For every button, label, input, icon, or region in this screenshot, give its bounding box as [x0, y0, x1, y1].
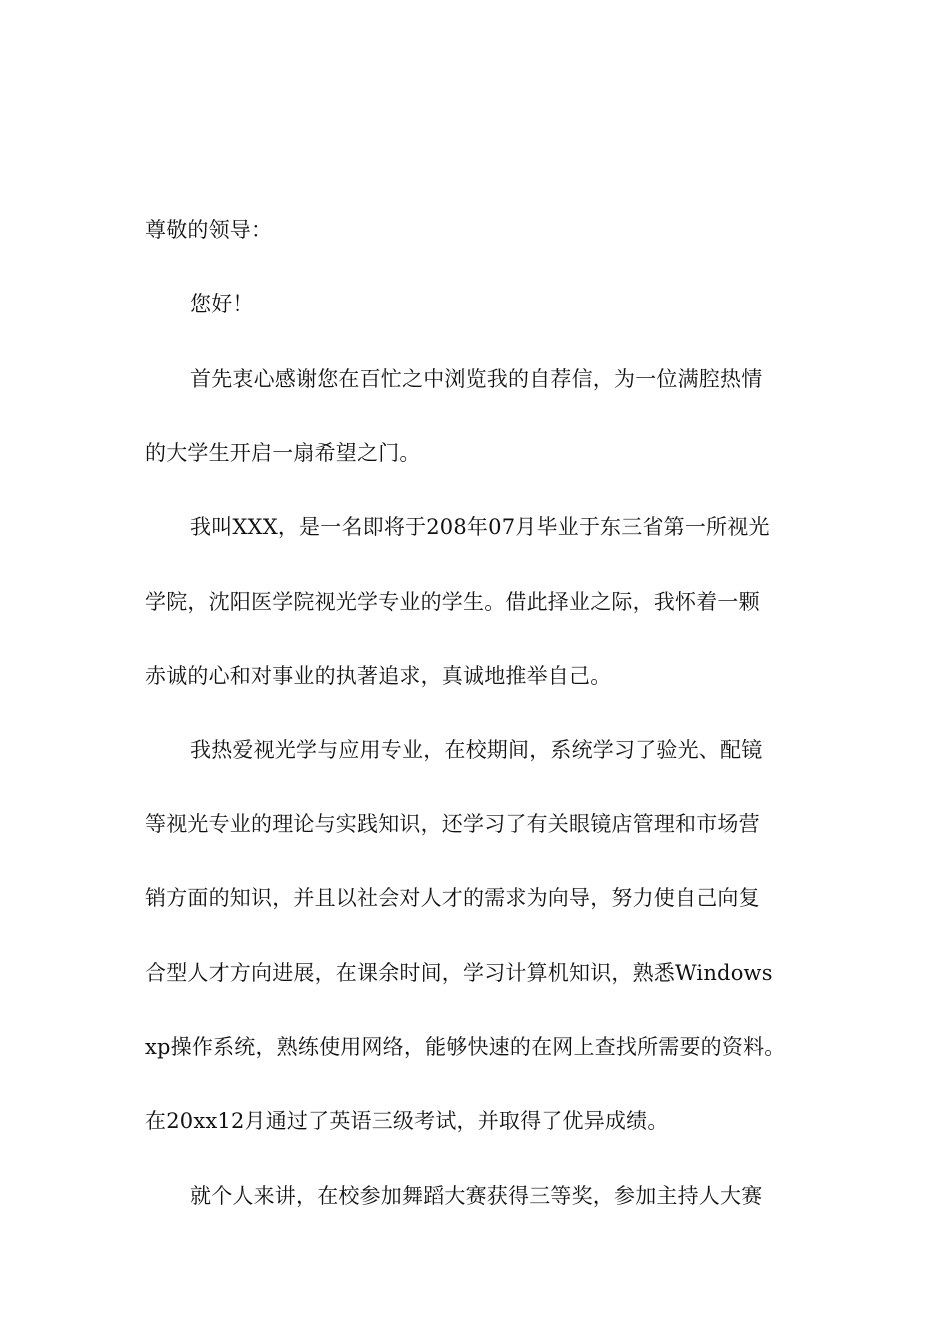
- paragraph-line: 首先衷心感谢您在百忙之中浏览我的自荐信，为一位满腔热情: [190, 367, 763, 391]
- paragraph-line: 就个人来讲，在校参加舞蹈大赛获得三等奖，参加主持人大赛: [190, 1184, 763, 1208]
- paragraph-line: 在20xx12月通过了英语三级考试，并取得了优异成绩。: [145, 1109, 669, 1133]
- salutation: 尊敬的领导：: [145, 218, 273, 242]
- paragraph-line: 合型人才方向进展，在课余时间，学习计算机知识，熟悉Windows: [145, 961, 773, 985]
- paragraph-line: 学院，沈阳医学院视光学专业的学生。借此择业之际，我怀着一颗: [145, 590, 760, 614]
- paragraph-line: 等视光专业的理论与实践知识，还学习了有关眼镜店管理和市场营: [145, 812, 760, 836]
- paragraph-line: 赤诚的心和对事业的执著追求，真诚地推举自己。: [145, 664, 612, 688]
- paragraph-line: 销方面的知识，并且以社会对人才的需求为向导，努力使自己向复: [145, 886, 760, 910]
- paragraph-line: 的大学生开启一扇希望之门。: [145, 441, 421, 465]
- greeting: 您好！: [190, 292, 254, 316]
- paragraph-line: 我叫XXX，是一名即将于208年07月毕业于东三省第一所视光: [190, 515, 770, 539]
- paragraph-line: xp操作系统，熟练使用网络，能够快速的在网上查找所需要的资料。: [145, 1035, 786, 1059]
- paragraph-line: 我热爱视光学与应用专业，在校期间，系统学习了验光、配镜: [190, 738, 763, 762]
